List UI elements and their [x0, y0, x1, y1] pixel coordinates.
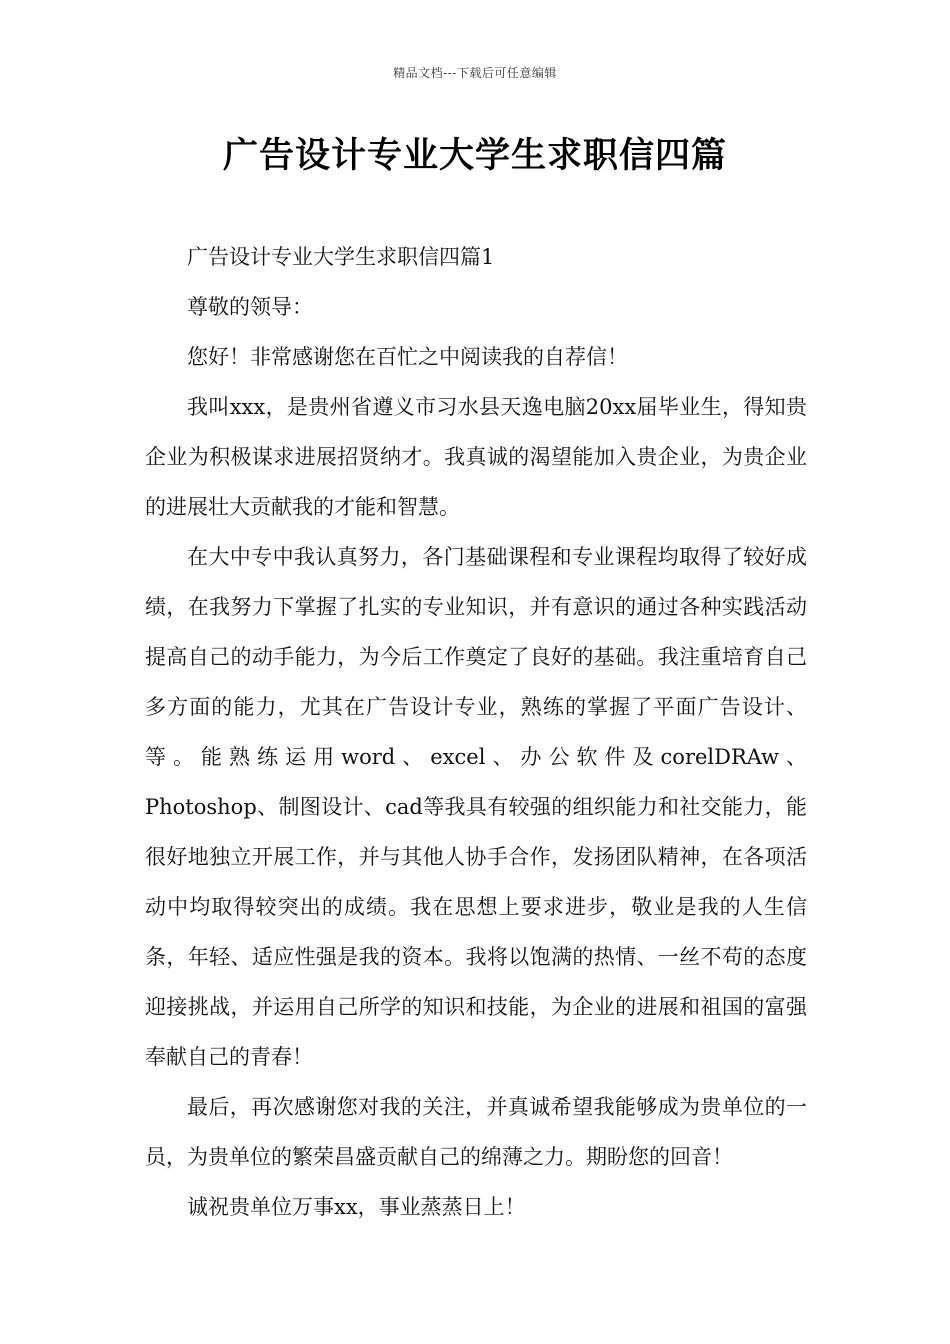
wishes-paragraph: 诚祝贵单位万事xx，事业蒸蒸日上！ [187, 1195, 526, 1219]
greeting-paragraph: 您好！非常感谢您在百忙之中阅读我的自荐信！ [187, 345, 628, 369]
skills-paragraph: 在大中专中我认真努力，各门基础课程和专业课程均取得了较好成绩，在我努力下掌握了扎实的专业知识，并有意识的通过各种实践活动提高自己的动手能力，为今后工作奠定了良好的基础。我注重培育自己多方面的能力，尤其在广告设计专业，熟练的掌握了平面广告设计、等。能熟练运用word、excel、办公软件及corelDRAw、Photoshop、制图设计、cad等我具有较强的组织能力和社交能力，能很好地独立开展工作，并与其他人协手合作，发扬团队精神，在各项活动中均取得较突出的成绩。我在思想上要求进步，敬业是我的人生信条，年轻、适应性强是我的资本。我将以饱满的热情、一丝不苟的态度迎接挑战，并运用自己所学的知识和技能，为企业的进展和祖国的富强奉献自己的青春！ [145, 545, 807, 1069]
salutation: 尊敬的领导： [187, 295, 313, 319]
section-heading: 广告设计专业大学生求职信四篇1 [187, 245, 495, 269]
document-body [145, 232, 807, 1232]
document-title: 广告设计专业大学生求职信四篇 [222, 135, 727, 176]
closing-paragraph: 最后，再次感谢您对我的关注，并真诚希望我能够成为贵单位的一员，为贵单位的繁荣昌盛贡献自己的绵薄之力。期盼您的回音！ [145, 1095, 807, 1169]
intro-paragraph: 我叫xxx，是贵州省遵义市习水县天逸电脑20xx届毕业生，得知贵企业为积极谋求进展招贤纳才。我真诚的渴望能加入贵企业，为贵企业的进展壮大贡献我的才能和智慧。 [145, 395, 807, 519]
header-note: 精品文档---下载后可任意编辑 [393, 66, 557, 80]
